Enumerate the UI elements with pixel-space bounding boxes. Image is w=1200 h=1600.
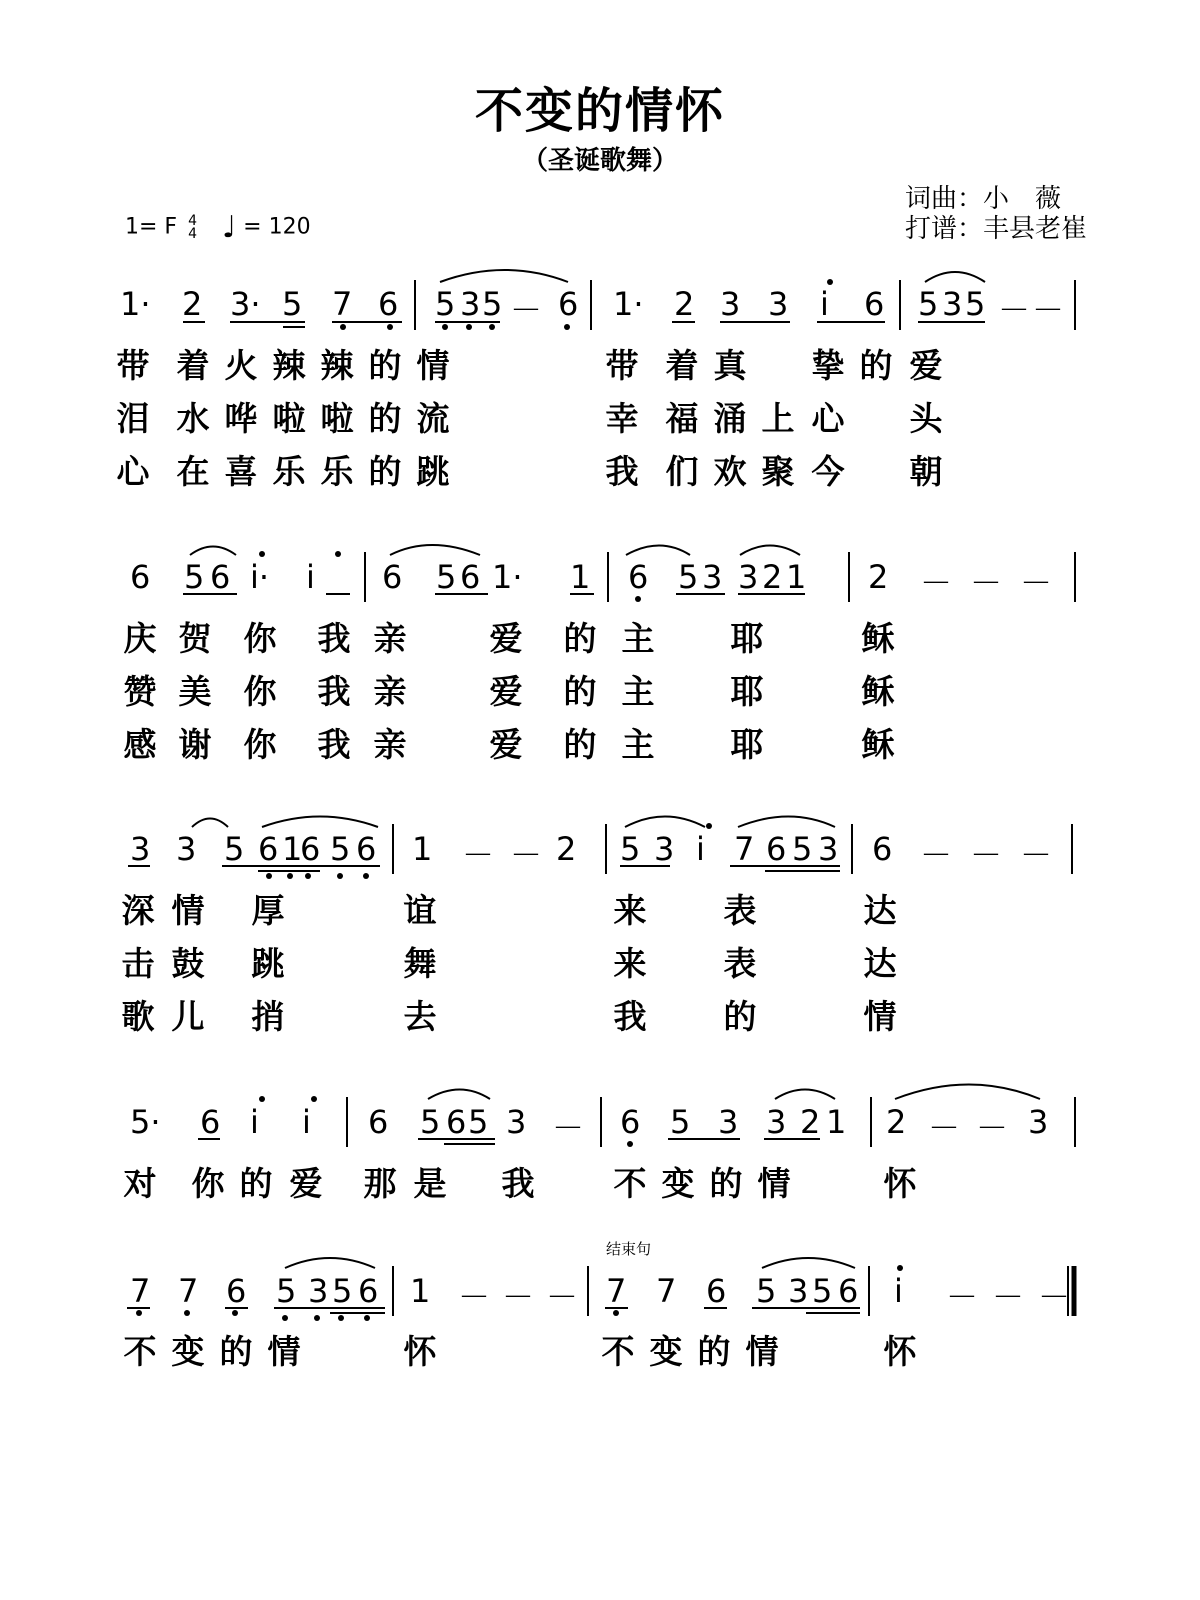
note: 6: [378, 285, 399, 323]
lyric-char: 爱: [289, 1164, 323, 1203]
note: －: [502, 1278, 535, 1316]
lyric-char: 乐: [320, 452, 354, 491]
octave-dot: [897, 1265, 903, 1271]
lyric-char: 啦: [320, 399, 354, 438]
lyric-char: 美: [178, 672, 212, 711]
note: 2: [886, 1103, 907, 1141]
octave-dot: [136, 1310, 142, 1316]
note: 6: [356, 830, 377, 868]
lyric-char: 辣: [272, 346, 306, 385]
transcriber-credit: 打谱：丰县老崔: [905, 214, 1088, 244]
lyric-char: 耶: [730, 619, 764, 658]
slur: [262, 817, 378, 828]
slur: [190, 547, 236, 556]
note: 3: [130, 830, 151, 868]
lyric-char: 歌: [121, 997, 155, 1036]
lyric-char: 的: [563, 672, 597, 711]
note: －: [976, 1109, 1009, 1147]
note: 5: [678, 558, 699, 596]
time-signature-bottom: 4: [188, 225, 197, 242]
lyric-char: 亲: [373, 725, 407, 764]
lyric-char: 涌: [713, 399, 747, 438]
note: i: [696, 830, 705, 868]
note: 5: [436, 558, 457, 596]
lyric-char: 稣: [861, 619, 895, 658]
lyric-char: 爱: [489, 619, 523, 658]
lyric-char: 不: [601, 1332, 635, 1371]
lyric-char: 今: [811, 452, 845, 491]
note: 6: [200, 1103, 221, 1141]
note: 3: [738, 558, 759, 596]
note: 3: [818, 830, 839, 868]
note: 2: [674, 285, 695, 323]
slur: [775, 1090, 835, 1100]
slur: [428, 1090, 490, 1100]
octave-dot: [314, 1315, 320, 1321]
note: －: [546, 1278, 579, 1316]
note: 6: [358, 1272, 379, 1310]
lyric-char: 耶: [730, 672, 764, 711]
lyric-char: 变: [171, 1332, 205, 1371]
note: 5: [482, 285, 503, 323]
note: 6: [864, 285, 885, 323]
lyric-char: 来: [613, 944, 647, 983]
slur: [285, 1258, 375, 1268]
note: 5: [756, 1272, 777, 1310]
note: 3: [718, 1103, 739, 1141]
lyric-char: 庆: [123, 619, 157, 658]
lyric-char: 爱: [909, 346, 943, 385]
note: －: [462, 836, 495, 874]
octave-dot: [282, 1315, 288, 1321]
note: 1: [412, 830, 433, 868]
lyric-char: 情: [757, 1164, 791, 1203]
slur: [440, 270, 568, 282]
octave-dot: [266, 873, 272, 879]
lyric-char: 怀: [883, 1332, 917, 1371]
lyric-char: 真: [713, 346, 747, 385]
lyric-char: 心: [811, 399, 845, 438]
note: 1: [282, 830, 303, 868]
lyric-char: 达: [863, 891, 897, 930]
lyric-char: 感: [123, 725, 157, 764]
key-label: 1= F: [125, 214, 178, 240]
octave-dot: [363, 873, 369, 879]
lyric-char: 对: [123, 1164, 157, 1203]
octave-dot: [827, 279, 833, 285]
lyric-char: 着: [665, 346, 699, 385]
octave-dot: [259, 1096, 265, 1102]
lyric-char: 你: [243, 725, 277, 764]
octave-dot: [635, 596, 641, 602]
note: －: [920, 564, 953, 602]
slur: [625, 817, 705, 828]
lyric-char: 怀: [883, 1164, 917, 1203]
lyric-char: 的: [723, 997, 757, 1036]
lyric-char: 耶: [730, 725, 764, 764]
lyric-char: 捎: [251, 997, 285, 1036]
note: i: [302, 1103, 311, 1141]
note: 6: [130, 558, 151, 596]
note: 2: [762, 558, 783, 596]
note: 6: [258, 830, 279, 868]
octave-dot: [489, 324, 495, 330]
note: 5: [332, 1272, 353, 1310]
note: 5: [184, 558, 205, 596]
octave-dot: [613, 1310, 619, 1316]
note: 3: [1028, 1103, 1049, 1141]
lyric-char: 表: [723, 944, 757, 983]
octave-dot: [287, 873, 293, 879]
note: －: [970, 564, 1003, 602]
lyric-char: 跳: [416, 452, 450, 491]
note: 5: [792, 830, 813, 868]
note: 5: [435, 285, 456, 323]
slur: [895, 1085, 1040, 1100]
lyric-char: 跳: [251, 944, 285, 983]
lyricist-composer-credit: 词曲：小 薇: [905, 184, 1062, 214]
lyric-char: 情: [171, 891, 205, 930]
note: 5: [276, 1272, 297, 1310]
lyric-char: 深: [121, 891, 155, 930]
tempo-value: = 120: [243, 214, 311, 240]
note: i: [250, 1103, 259, 1141]
slur: [738, 817, 835, 828]
note: －: [458, 1278, 491, 1316]
lyric-char: 的: [219, 1332, 253, 1371]
note: 1: [826, 1103, 847, 1141]
octave-dot: [338, 1315, 344, 1321]
lyric-char: 的: [239, 1164, 273, 1203]
lyric-char: 的: [859, 346, 893, 385]
lyric-char: 稣: [861, 672, 895, 711]
lyric-char: 情: [267, 1332, 301, 1371]
lyric-char: 我: [317, 619, 351, 658]
octave-dot: [311, 1096, 317, 1102]
lyric-char: 幸: [605, 399, 639, 438]
octave-dot: [340, 324, 346, 330]
octave-dot: [442, 324, 448, 330]
note: 3: [702, 558, 723, 596]
lyric-char: 是: [413, 1164, 447, 1203]
song-title: 不变的情怀: [474, 83, 725, 139]
note: 7: [606, 1272, 627, 1310]
note: －: [992, 1278, 1025, 1316]
note: －: [1038, 1278, 1071, 1316]
lyric-char: 爱: [489, 672, 523, 711]
octave-dot: [337, 873, 343, 879]
octave-dot: [466, 324, 472, 330]
note: 5: [282, 285, 303, 323]
octave-dot: [232, 1310, 238, 1316]
lyric-char: 情: [416, 346, 450, 385]
note: 3: [768, 285, 789, 323]
lyric-char: 的: [368, 346, 402, 385]
note: 3: [460, 285, 481, 323]
note: i: [894, 1272, 903, 1310]
ending-phrase-label: 结束句: [606, 1240, 652, 1258]
note: 7: [178, 1272, 199, 1310]
note: 6: [382, 558, 403, 596]
lyric-char: 主: [621, 672, 655, 711]
note: 5: [468, 1103, 489, 1141]
quarter-note-icon: ♩: [222, 210, 237, 245]
lyric-char: 不: [613, 1164, 647, 1203]
lyric-char: 聚: [761, 452, 795, 491]
note: －: [510, 836, 543, 874]
lyric-char: 贺: [178, 619, 212, 658]
slur: [626, 546, 690, 556]
lyric-char: 泪: [116, 399, 150, 438]
note: 6: [446, 1103, 467, 1141]
note: －: [510, 291, 543, 329]
note: 1·: [613, 285, 644, 323]
octave-dot: [184, 1310, 190, 1316]
octave-dot: [627, 1141, 633, 1147]
note: i·: [250, 558, 270, 596]
lyric-char: 亲: [373, 619, 407, 658]
lyric-char: 厚: [251, 891, 285, 930]
note: 5: [330, 830, 351, 868]
lyric-char: 我: [501, 1164, 535, 1203]
octave-dot: [706, 823, 712, 829]
lyric-char: 主: [621, 619, 655, 658]
note: 6: [226, 1272, 247, 1310]
lyric-char: 赞: [123, 672, 157, 711]
octave-dot: [564, 324, 570, 330]
lyric-char: 你: [243, 619, 277, 658]
note: －: [552, 1109, 585, 1147]
lyric-char: 挚: [811, 346, 845, 385]
note: 3·: [230, 285, 261, 323]
note: 6: [368, 1103, 389, 1141]
lyric-char: 朝: [909, 452, 943, 491]
lyric-char: 表: [723, 891, 757, 930]
note: 2: [868, 558, 889, 596]
lyric-char: 达: [863, 944, 897, 983]
note: 6: [300, 830, 321, 868]
lyric-char: 主: [621, 725, 655, 764]
note: 1·: [120, 285, 151, 323]
note: 5·: [130, 1103, 161, 1141]
note: 3: [308, 1272, 329, 1310]
lyric-char: 水: [176, 399, 210, 438]
note: 5: [812, 1272, 833, 1310]
lyric-char: 心: [116, 452, 150, 491]
lyric-char: 来: [613, 891, 647, 930]
lyric-char: 爱: [489, 725, 523, 764]
lyric-char: 喜: [224, 452, 258, 491]
lyric-char: 那: [363, 1164, 397, 1203]
note: 3: [720, 285, 741, 323]
lyric-char: 不: [123, 1332, 157, 1371]
note: －: [1020, 564, 1053, 602]
note: 6: [838, 1272, 859, 1310]
note: 3: [506, 1103, 527, 1141]
lyric-char: 谢: [178, 725, 212, 764]
note: 3: [654, 830, 675, 868]
note: －: [998, 291, 1031, 329]
note: 3: [176, 830, 197, 868]
note: 2: [800, 1103, 821, 1141]
lyric-char: 击: [121, 944, 155, 983]
lyric-char: 你: [243, 672, 277, 711]
note: 3: [766, 1103, 787, 1141]
lyric-char: 去: [403, 997, 437, 1036]
note: 5: [620, 830, 641, 868]
note: －: [1020, 836, 1053, 874]
lyric-char: 哗: [224, 399, 258, 438]
lyric-char: 谊: [403, 891, 437, 930]
note: 6: [460, 558, 481, 596]
note: －: [920, 836, 953, 874]
lyric-char: 啦: [272, 399, 306, 438]
slur: [740, 546, 800, 556]
lyric-char: 福: [665, 399, 699, 438]
lyric-char: 欢: [713, 452, 747, 491]
note: 1: [410, 1272, 431, 1310]
note: －: [928, 1109, 961, 1147]
note: 6: [628, 558, 649, 596]
lyric-char: 情: [863, 997, 897, 1036]
lyric-char: 的: [709, 1164, 743, 1203]
lyric-char: 你: [191, 1164, 225, 1203]
note: 7: [734, 830, 755, 868]
note: 7: [332, 285, 353, 323]
note: 5: [224, 830, 245, 868]
note: 6: [872, 830, 893, 868]
lyric-char: 的: [697, 1332, 731, 1371]
lyric-char: 鼓: [171, 944, 205, 983]
lyric-char: 的: [563, 725, 597, 764]
note: 1·: [492, 558, 523, 596]
lyric-char: 带: [605, 346, 639, 385]
slur: [192, 819, 228, 828]
note: i: [306, 558, 315, 596]
lyric-char: 的: [368, 452, 402, 491]
note: －: [970, 836, 1003, 874]
lyric-char: 亲: [373, 672, 407, 711]
lyric-char: 带: [116, 346, 150, 385]
lyric-char: 我: [605, 452, 639, 491]
lyric-char: 上: [761, 399, 795, 438]
lyric-char: 情: [745, 1332, 779, 1371]
note: 6: [706, 1272, 727, 1310]
lyric-char: 的: [563, 619, 597, 658]
octave-dot: [335, 551, 341, 557]
note: 5: [965, 285, 986, 323]
slur: [925, 272, 985, 282]
note: 5: [918, 285, 939, 323]
lyric-char: 着: [176, 346, 210, 385]
lyric-char: 火: [224, 346, 258, 385]
lyric-char: 儿: [171, 997, 205, 1036]
octave-dot: [259, 551, 265, 557]
lyric-char: 我: [317, 672, 351, 711]
lyric-char: 头: [909, 399, 943, 438]
lyric-char: 乐: [272, 452, 306, 491]
note: 1: [786, 558, 807, 596]
note: 5: [420, 1103, 441, 1141]
slur: [390, 545, 480, 555]
lyric-char: 的: [368, 399, 402, 438]
lyric-char: 们: [665, 452, 699, 491]
lyric-char: 流: [416, 399, 450, 438]
lyric-char: 我: [613, 997, 647, 1036]
note: －: [1032, 291, 1065, 329]
lyric-char: 舞: [403, 944, 437, 983]
note: 6: [210, 558, 231, 596]
note: 2: [182, 285, 203, 323]
note: 7: [130, 1272, 151, 1310]
note: 6: [620, 1103, 641, 1141]
lyric-char: 怀: [403, 1332, 437, 1371]
note: 3: [788, 1272, 809, 1310]
lyric-char: 我: [317, 725, 351, 764]
note: 6: [558, 285, 579, 323]
note: 2: [556, 830, 577, 868]
lyric-char: 变: [649, 1332, 683, 1371]
note: 6: [766, 830, 787, 868]
slur: [762, 1258, 855, 1268]
octave-dot: [364, 1315, 370, 1321]
lyric-char: 变: [661, 1164, 695, 1203]
note: 5: [670, 1103, 691, 1141]
octave-dot: [387, 324, 393, 330]
note: i: [820, 285, 829, 323]
lyric-char: 在: [176, 452, 210, 491]
song-subtitle: （圣诞歌舞）: [521, 146, 678, 176]
octave-dot: [305, 873, 311, 879]
note: 3: [942, 285, 963, 323]
time-signature-top: 4: [188, 212, 197, 229]
lyric-char: 稣: [861, 725, 895, 764]
note: －: [946, 1278, 979, 1316]
note: 1: [570, 558, 591, 596]
lyric-char: 辣: [320, 346, 354, 385]
note: 7: [656, 1272, 677, 1310]
